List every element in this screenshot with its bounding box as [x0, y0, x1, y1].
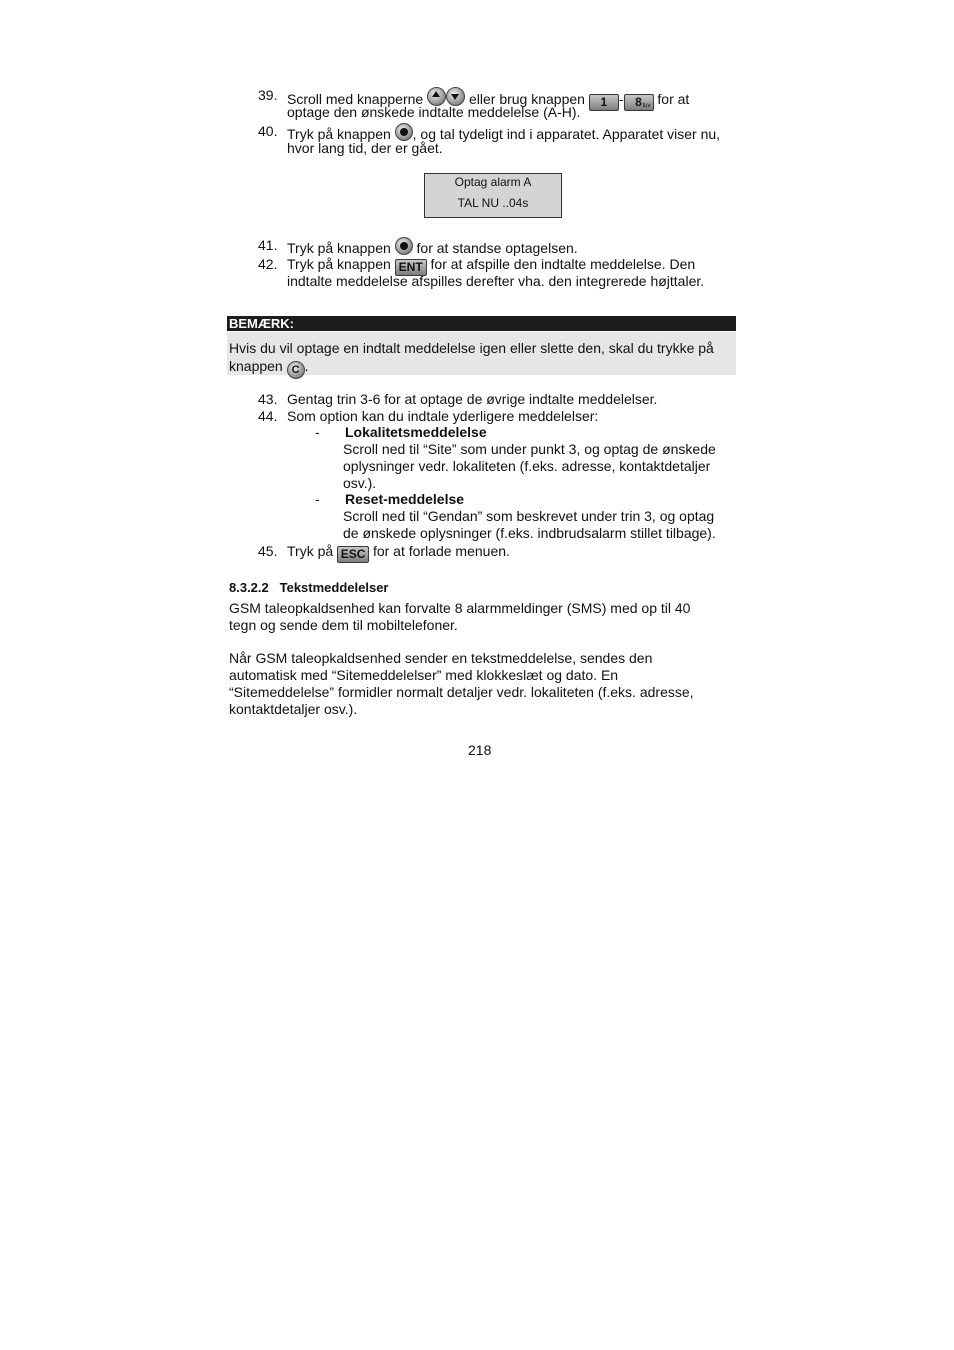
record-button-icon [395, 237, 413, 255]
key-1-icon: 1 [589, 94, 619, 111]
step-number: 43. [258, 391, 278, 407]
step-number: 39. [258, 87, 278, 103]
esc-key-icon: ESC [337, 546, 369, 563]
key-8-icon: 8 tuv [624, 94, 654, 111]
step-text: Tryk på knappen , og tal tydeligt ind i apparatet. Apparatet viser nu, [287, 123, 767, 143]
section-heading: 8.3.2.2 Tekstmeddelelser [229, 580, 389, 595]
sub-title: Reset-meddelelse [345, 491, 465, 507]
step-number: 40. [258, 123, 278, 139]
step-number: 41. [258, 237, 278, 253]
lcd-display [424, 173, 562, 218]
step-text: Tryk på knappen ENT for at afspille den indtalte meddelelse. Den [287, 256, 696, 274]
step-number: 44. [258, 408, 278, 424]
step-text: Scroll med knapperne eller brug knappen 1 - 8 tuv for at [287, 87, 747, 111]
note-body: Hvis du vil optage en indtalt meddelelse igen eller slette den, skal du trykke på knappen C . [227, 332, 736, 375]
sub-title: Lokalitetsmeddelelse [345, 424, 487, 440]
step-number: 42. [258, 256, 278, 272]
step-text: Tryk på knappen for at standse optagelsen. [287, 237, 737, 257]
note-heading: BEMÆRK: [227, 316, 736, 331]
step-text: Som option kan du indtale yderligere meddelelser: [287, 408, 599, 424]
record-button-icon [395, 123, 413, 141]
paragraph: Når GSM taleopkaldsenhed sender en tekstmeddelelse, sendes den automatisk med “Sitemeddelelser” med klokkeslæt og dato. En “Sitemeddelelse” formidler normalt detaljer vedr. lokaliteten (f.eks. adresse, kontaktdetaljer osv.). [229, 650, 694, 717]
dash: - [315, 424, 320, 440]
step-text: Tryk på ESC for at forlade menuen. [287, 543, 510, 561]
lcd-line-1: Optag alarm A [454, 175, 532, 189]
paragraph: GSM taleopkaldsenhed kan forvalte 8 alarmmeldinger (SMS) med op til 40 tegn og sende dem til mobiltelefoner. [229, 600, 691, 633]
step-text: Gentag trin 3-6 for at optage de øvrige indtalte meddelelser. [287, 391, 658, 407]
step-number: 45. [258, 543, 278, 559]
ent-key-icon: ENT [395, 259, 427, 276]
lcd-line-2: TAL NU ..04s [457, 196, 529, 210]
page-number: 218 [468, 742, 492, 758]
c-button-icon: C [287, 361, 305, 379]
dash: - [315, 491, 320, 507]
